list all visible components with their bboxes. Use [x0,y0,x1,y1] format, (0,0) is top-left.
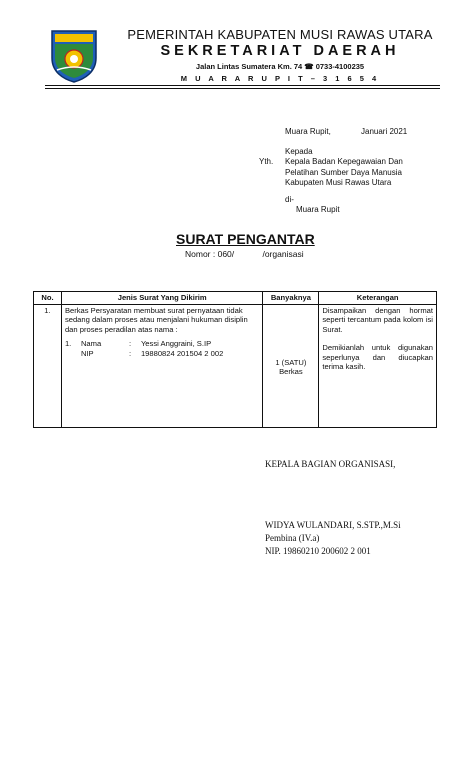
document-number: Nomor : 060/ /organisasi [185,249,304,259]
nama-label: Nama [80,339,102,348]
signature-nip: NIP. 19860210 200602 2 001 [265,546,371,556]
letter-place: Muara Rupit, [285,127,331,136]
letterhead-city: M U A R A R U P I T – 3 1 6 5 4 [180,74,380,83]
signature-rank: Pembina (IV.a) [265,533,320,543]
letterhead-address: Jalan Lintas Sumatera Km. 74 ☎ 0733-4100235 [195,62,365,71]
table-row [34,304,437,427]
nip-colon: : [128,348,132,358]
signature-position: KEPALA BAGIAN ORGANISASI, [265,459,396,469]
addressee-line-3: Kabupaten Musi Rawas Utara [285,178,392,187]
letterhead-rule-thick [45,85,440,86]
cell-no: 1. [34,304,62,427]
item-number: 1. [64,339,72,348]
addressee-line-2: Pelatihan Sumber Daya Manusia [285,167,402,177]
banyaknya-unit: Berkas [279,367,303,376]
document-title: SURAT PENGANTAR [176,231,315,247]
addressee-yth: Yth. [259,157,274,166]
addressee-di: di- [285,195,294,204]
cell-banyaknya [263,304,319,427]
nama-line [65,339,259,349]
nip-line [65,349,259,359]
signature-name: WIDYA WULANDARI, S.STP.,M.Si [265,520,401,530]
cell-keterangan [319,304,437,427]
addressee-kepada: Kepada [285,147,313,156]
header-no: No. [34,292,62,305]
letterhead-office: SEKRETARIAT DAERAH [160,43,400,59]
keterangan-text-2: Demikianlah untuk digunakan seperlunya dan diucapkan terima kasih. [322,343,433,371]
addressee-place: Muara Rupit [296,205,340,214]
letterhead-rule-thin [45,88,440,89]
banyaknya-count: 1 (SATU) [275,357,307,367]
nama-colon: : [128,339,132,348]
nip-label: NIP [80,348,94,358]
regency-emblem-logo [49,28,99,84]
letterhead-government: PEMERINTAH KABUPATEN MUSI RAWAS UTARA [127,27,433,42]
nip-value: 19880824 201504 2 002 [140,348,224,358]
addressee-line-1: Kepala Badan Kepegawaian Dan [285,157,403,166]
cell-jenis [61,304,262,427]
keterangan-text-1: Disampaikan dengan hormat seperti tercantum pada kolom isi Surat. [322,305,433,334]
jenis-description: Berkas Persyaratan membuat surat pernyataan tidak sedang dalam proses atau menjalani hukuman disiplin dan proses peradilan atas nama : [64,305,248,334]
header-banyaknya: Banyaknya [263,292,319,305]
document-table [33,291,437,428]
table-header-row [34,292,437,305]
header-keterangan: Keterangan [319,292,437,305]
nama-value: Yessi Anggraini, S.IP [140,339,212,348]
header-jenis: Jenis Surat Yang Dikirim [61,292,262,305]
letter-date: Januari 2021 [361,127,408,136]
